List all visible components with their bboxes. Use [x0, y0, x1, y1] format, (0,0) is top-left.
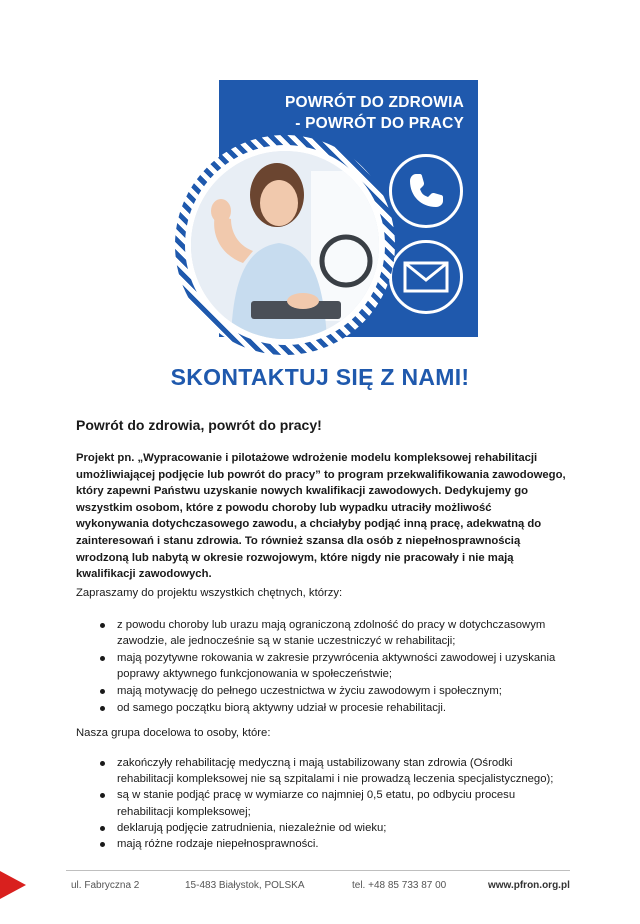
document-heading: Powrót do zdrowia, powrót do pracy! — [76, 417, 322, 433]
red-arrow-icon — [0, 871, 26, 899]
woman-photo — [191, 151, 379, 339]
footer-divider — [66, 870, 570, 871]
list-item: z powodu choroby lub urazu mają ograniczoną zdolność do pracy w dotychczasowym zawodzie, ale jednocześnie są w stanie uczestniczyć w rehabilitacji; — [100, 617, 570, 649]
hero-title-line-1: POWRÓT DO ZDROWIA — [284, 94, 464, 111]
footer-city: 15-483 Białystok, POLSKA — [185, 880, 305, 891]
phone-icon — [389, 154, 463, 228]
list-item: mają różne rodzaje niepełnosprawności. — [100, 836, 570, 852]
list-item: mają motywację do pełnego uczestnictwa w życiu zawodowym i społecznym; — [100, 683, 570, 699]
footer-street: ul. Fabryczna 2 — [71, 880, 140, 891]
invite-paragraph: Zapraszamy do projektu wszystkich chętnych, którzy: — [76, 587, 343, 599]
project-intro-paragraph: Projekt pn. „Wypracowanie i pilotażowe wdrożenie modelu kompleksowej rehabilitacji umożliwiającej podjęcie lub powrót do pracy” to program przekwalifikowania zawodowego, który zapewni Państwu uzyskanie nowych kwalifikacji zawodowych. Dedykujemy go wszystkim osobom, które z powodu choroby lub wypadku utraciły możliwość wykonywania dotychczasowego zawodu, a chciałyby podjąć inną pracę, adekwatną do zainteresowań i stanu zdrowia. To również szansa dla osób z niepełnosprawnością wrodzoną lub nabytą w okresie rozwojowym, które nigdy nie pracowały i nie mają kwalifikacji zawodowych. — [76, 452, 566, 581]
hero-title-line-2: - POWRÓT DO PRACY — [295, 115, 464, 132]
list-item: mają pozytywne rokowania w zakresie przywrócenia aktywności zawodowej i uzyskania poprawy aktywnego funkcjonowania w społeczeństwie; — [100, 650, 570, 682]
footer-phone: tel. +48 85 733 87 00 — [352, 880, 447, 891]
list-item: deklarują podjęcie zatrudnienia, niezależnie od wieku; — [100, 820, 570, 836]
list-item: od samego początku biorą aktywny udział w procesie rehabilitacji. — [100, 700, 570, 716]
hero-title — [240, 92, 464, 134]
mail-icon — [389, 240, 463, 314]
footer-website-link[interactable]: www.pfron.org.pl — [488, 880, 570, 891]
contact-us-headline: SKONTAKTUJ SIĘ Z NAMI! — [170, 364, 470, 390]
target-group-list — [100, 755, 570, 852]
photo-frame — [175, 135, 395, 355]
list-item: zakończyły rehabilitację medyczną i mają ustabilizowany stan zdrowia (Ośrodki rehabilitacji kompleksowej nie są szpitalami i nie prowadzą leczenia specjalistycznego); — [100, 755, 570, 787]
invite-list — [100, 617, 570, 716]
list-item: są w stanie podjąć pracę w wymiarze co najmniej 0,5 etatu, po odbyciu procesu rehabilitacji kompleksowej; — [100, 787, 570, 819]
hero-banner — [0, 0, 640, 360]
target-group-paragraph: Nasza grupa docelowa to osoby, które: — [76, 727, 271, 739]
